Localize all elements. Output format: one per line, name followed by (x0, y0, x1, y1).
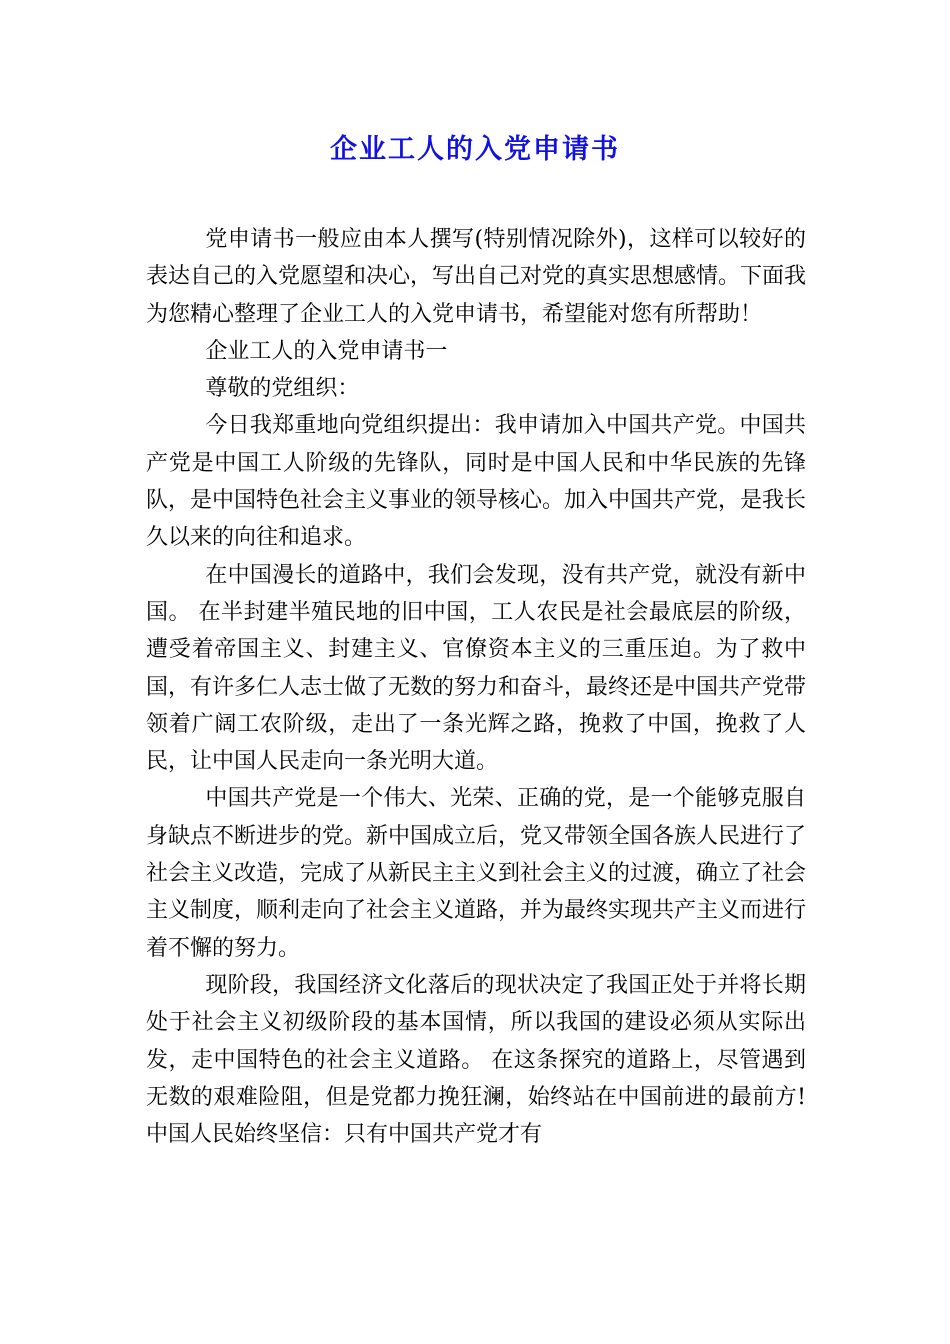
body-paragraph: 今日我郑重地向党组织提出：我申请加入中国共产党。中国共产党是中国工人阶级的先锋队，同时是中国人民和中华民族的先锋队，是中国特色社会主义事业的领导核心。加入中国共产党，是我长久以来的向往和追求。 (146, 413, 807, 551)
salutation: 尊敬的党组织： (205, 376, 360, 402)
body-paragraph: 中国共产党是一个伟大、光荣、正确的党，是一个能够克服自身缺点不断进步的党。新中国成立后，党又带领全国各族人民进行了社会主义改造，完成了从新民主主义到社会主义的过渡，确立了社会主义制度，顺利走向了社会主义道路，并为最终实现共产主义而进行着不懈的努力。 (146, 786, 807, 961)
body-paragraph: 现阶段，我国经济文化落后的现状决定了我国正处于并将长期处于社会主义初级阶段的基本国情，所以我国的建设必须从实际出发，走中国特色的社会主义道路。 在这条探究的道路上，尽管遇到无数的艰难险阻，但是党都力挽狂澜，始终站在中国前进的最前方!中国人民始终坚信：只有中国共产党才有 (146, 972, 806, 1148)
document-body (146, 221, 806, 1153)
body-paragraph: 在中国漫长的道路中，我们会发现，没有共产党，就没有新中国。 在半封建半殖民地的旧中国，工人农民是社会最底层的阶级，遭受着帝国主义、封建主义、官僚资本主义的三重压迫。为了救中国，有许多仁人志士做了无数的努力和奋斗，最终还是中国共产党带领着广阔工农阶级，走出了一条光辉之路，挽救了中国，挽救了人民，让中国人民走向一条光明大道。 (146, 562, 807, 775)
intro-paragraph: 党申请书一般应由本人撰写(特别情况除外)，这样可以较好的表达自己的入党愿望和决心，写出自己对党的真实思想感情。下面我为您精心整理了企业工人的入党申请书，希望能对您有所帮助！ (146, 227, 807, 327)
document-title: 企业工人的入党申请书 (330, 134, 620, 165)
section-heading: 企业工人的入党申请书一 (205, 338, 448, 364)
